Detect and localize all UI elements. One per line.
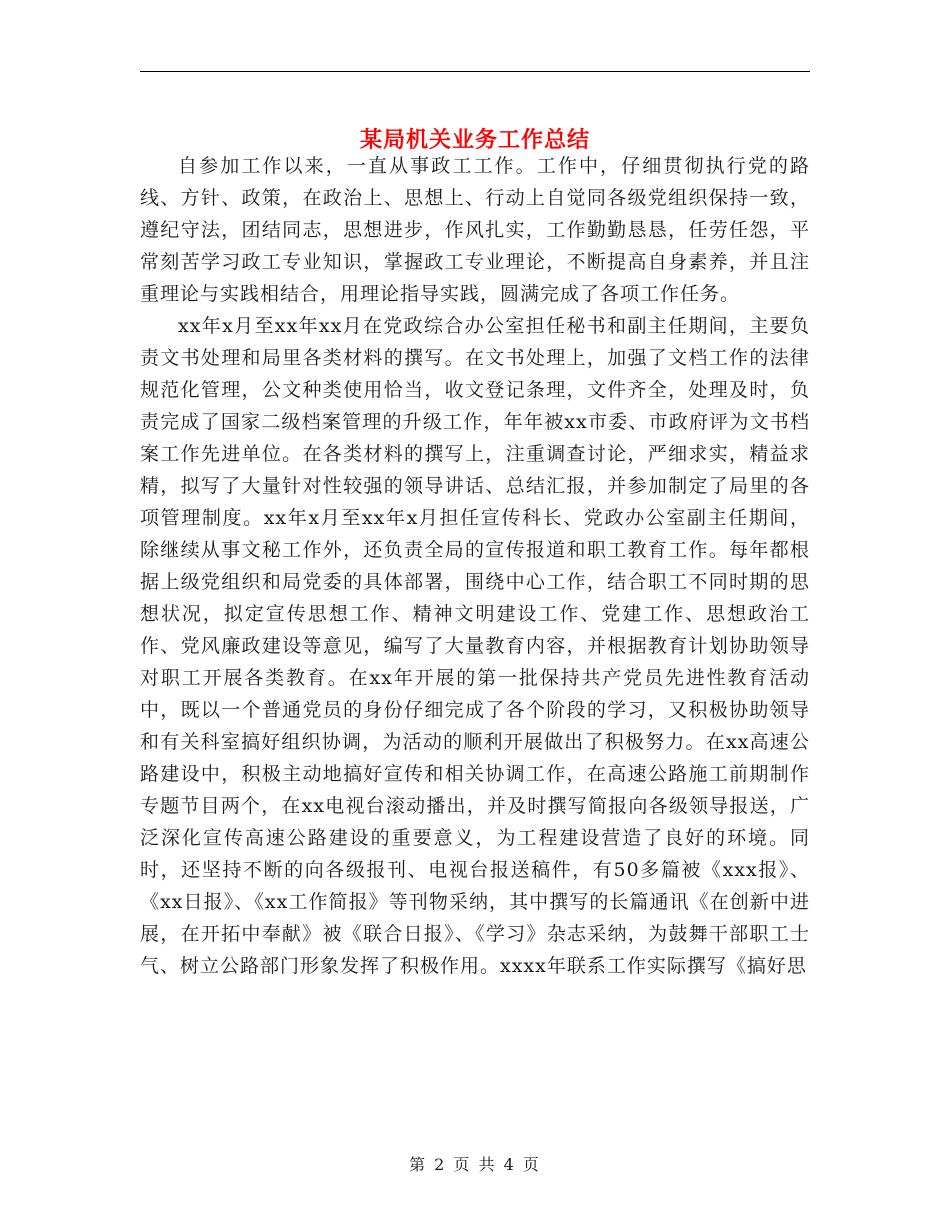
document-title: 某局机关业务工作总结 [359,127,590,153]
page-number-footer: 第 2 页 共 4 页 [409,1155,541,1174]
document-body [140,150,810,982]
paragraph-1: 自参加工作以来，一直从事政工工作。工作中，仔细贯彻执行党的路线、方针、政策，在政治上、思想上、行动上自觉同各级党组织保持一致，遵纪守法，团结同志，思想进步，作风扎实，工作勤勤恳恳，任劳任怨，平常刻苦学习政工专业知识，掌握政工专业理论，不断提高自身素养，并且注重理论与实践相结合，用理论指导实践，圆满完成了各项工作任务。 [140,155,810,305]
paragraph-2: xx年x月至xx年xx月在党政综合办公室担任秘书和副主任期间，主要负责文书处理和局里各类材料的撰写。在文书处理上，加强了文档工作的法律规范化管理，公文种类使用恰当，收文登记条理，文件齐全，处理及时，负责完成了国家二级档案管理的升级工作，年年被xx市委、市政府评为文书档案工作先进单位。在各类材料的撰写上，注重调查讨论，严细求实，精益求精，拟写了大量针对性较强的领导讲话、总结汇报，并参加制定了局里的各项管理制度。xx年x月至xx年x月担任宣传科长、党政办公室副主任期间，除继续从事文秘工作外，还负责全局的宣传报道和职工教育工作。每年都根据上级党组织和局党委的具体部署，围绕中心工作，结合职工不同时期的思想状况，拟定宣传思想工作、精神文明建设工作、党建工作、思想政治工作、党风廉政建设等意见，编写了大量教育内容，并根据教育计划协助领导对职工开展各类教育。在xx年开展的第一批保持共产党员先进性教育活动中，既以一个普通党员的身份仔细完成了各个阶段的学习，又积极协助领导和有关科室搞好组织协调，为活动的顺利开展做出了积极努力。在xx高速公路建设中，积极主动地搞好宣传和相关协调工作，在高速公路施工前期制作专题节目两个，在xx电视台滚动播出，并及时撰写简报向各级领导报送，广泛深化宣传高速公路建设的重要意义，为工程建设营造了良好的环境。同时，还坚持不断的向各级报刊、电视台报送稿件，有50多篇被《xxx报》、《xx日报》、《xx工作简报》等刊物采纳，其中撰写的长篇通讯《在创新中进展，在开拓中奉献》被《联合日报》、《学习》杂志采纳，为鼓舞干部职工士气、树立公路部门形象发挥了积极作用。xxxx年联系工作实际撰写《搞好思 [140,315,810,977]
header-rule [140,71,810,72]
